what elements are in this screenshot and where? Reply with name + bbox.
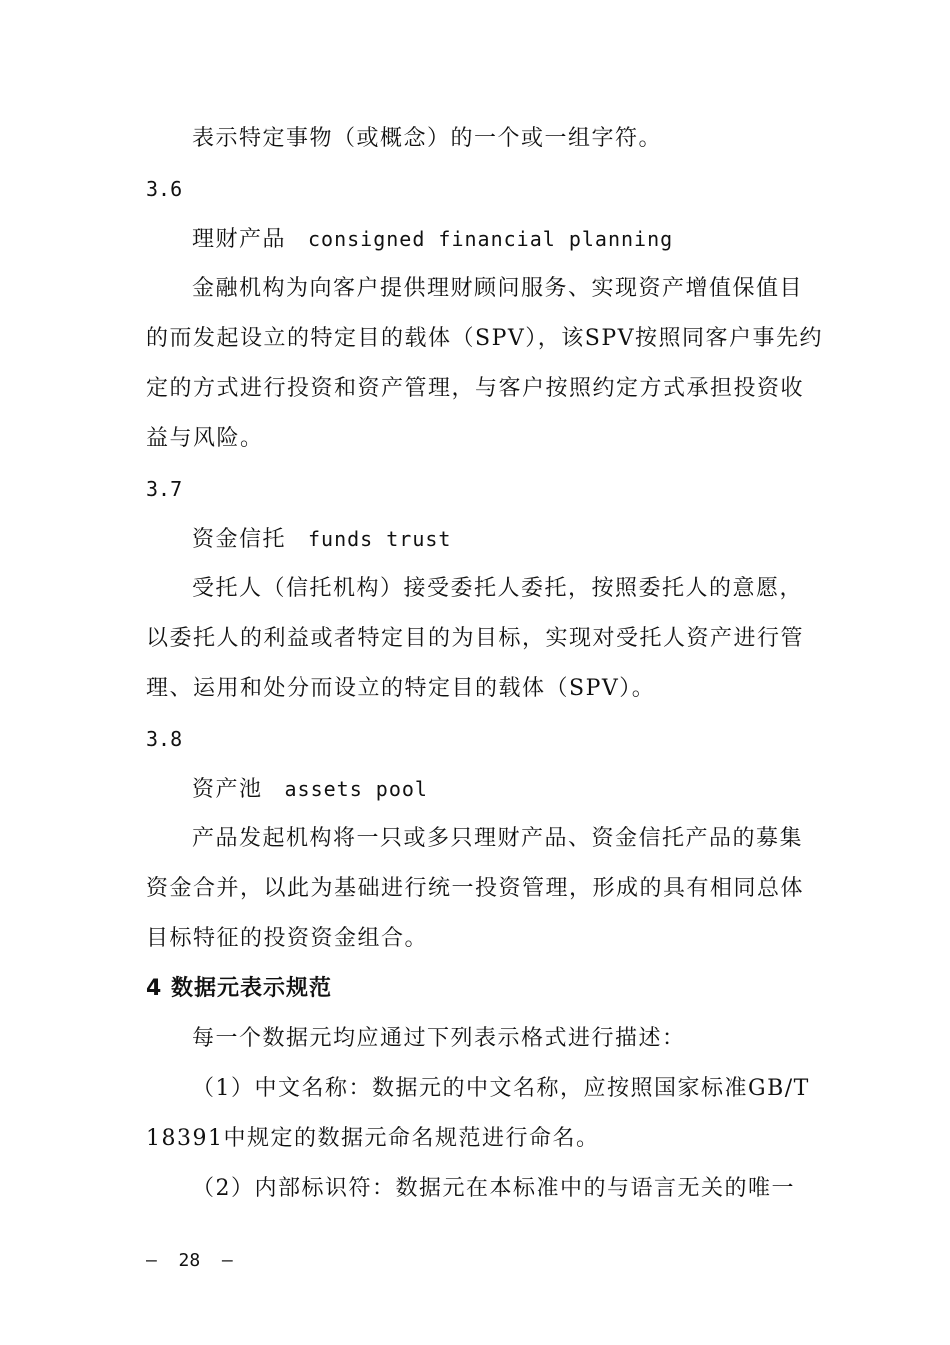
term-english: funds trust xyxy=(308,527,452,551)
definition-line: 受托人（信托机构）接受委托人委托，按照委托人的意愿， xyxy=(192,576,804,601)
definition-line: 定的方式进行投资和资产管理，与客户按照约定方式承担投资收 xyxy=(146,376,805,401)
definition-line: 益与风险。 xyxy=(146,426,264,451)
definition-line: 目标特征的投资资金组合。 xyxy=(146,926,429,951)
clause-number: 3.7 xyxy=(146,477,183,501)
section-heading: 4 数据元表示规范 xyxy=(146,976,332,1001)
term-chinese: 资产池 xyxy=(192,777,263,802)
term-line xyxy=(192,224,806,254)
body-line: 表示特定事物（或概念）的一个或一组字符。 xyxy=(192,126,663,151)
clause-number: 3.6 xyxy=(146,177,183,201)
definition-line: 的而发起设立的特定目的载体（SPV），该SPV按照同客户事先约 xyxy=(146,326,824,351)
term-chinese: 理财产品 xyxy=(192,227,287,252)
paragraph-line: 18391中规定的数据元命名规范进行命名。 xyxy=(146,1126,600,1151)
paragraph-line: （1）中文名称：数据元的中文名称，应按照国家标准GB/T xyxy=(192,1076,810,1101)
page-number: — 28 — xyxy=(146,1250,233,1271)
definition-line: 以委托人的利益或者特定目的为目标，实现对受托人资产进行管 xyxy=(146,626,805,651)
definition-line: 金融机构为向客户提供理财顾问服务、实现资产增值保值目 xyxy=(192,276,804,301)
term-chinese: 资金信托 xyxy=(192,527,287,552)
definition-line: 理、运用和处分而设立的特定目的载体（SPV）。 xyxy=(146,676,656,701)
clause-number: 3.8 xyxy=(146,727,183,751)
term-english: consigned financial planning xyxy=(308,227,674,251)
paragraph-line: 每一个数据元均应通过下列表示格式进行描述： xyxy=(192,1026,686,1051)
definition-line: 资金合并，以此为基础进行统一投资管理，形成的具有相同总体 xyxy=(146,876,805,901)
term-line xyxy=(192,774,806,804)
definition-line: 产品发起机构将一只或多只理财产品、资金信托产品的募集 xyxy=(192,826,804,851)
term-line xyxy=(192,524,806,554)
paragraph-line: （2）内部标识符：数据元在本标准中的与语言无关的唯一 xyxy=(192,1176,795,1201)
term-english: assets pool xyxy=(284,777,428,801)
